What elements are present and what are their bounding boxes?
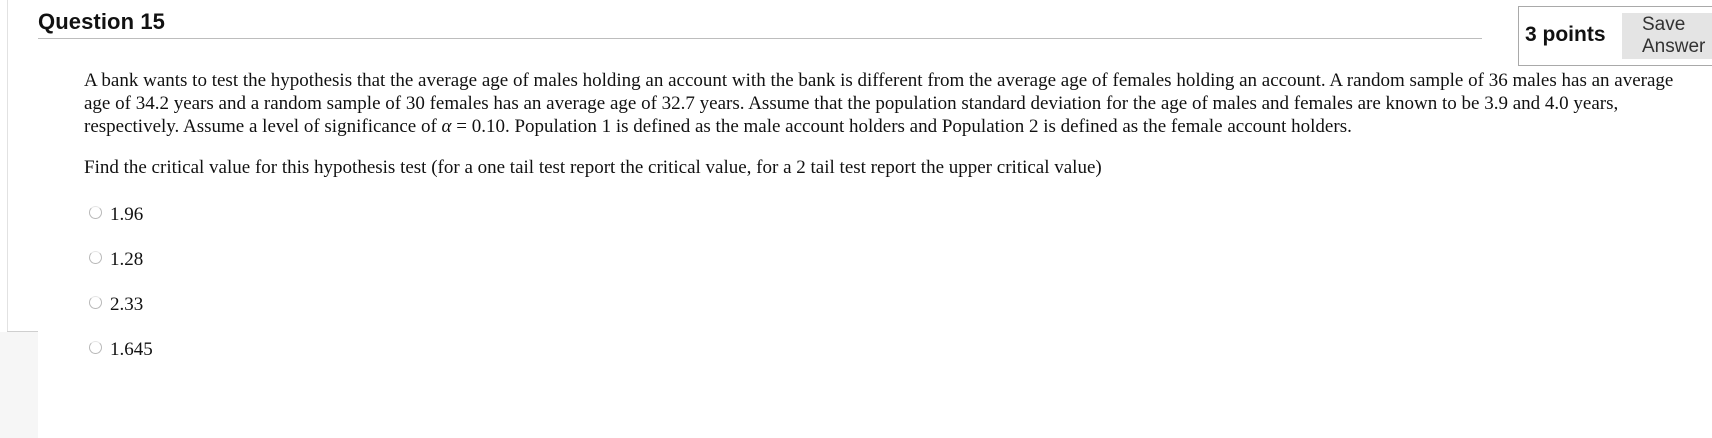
option-label: 2.33	[110, 294, 144, 315]
left-gutter	[0, 332, 38, 438]
save-answer-button[interactable]: Save Answer	[1622, 13, 1712, 59]
answer-option[interactable]	[84, 292, 284, 318]
left-frame-border	[7, 0, 8, 332]
option-label: 1.28	[110, 249, 144, 270]
answer-option[interactable]	[84, 247, 284, 273]
question-body	[84, 69, 1704, 360]
radio-button[interactable]	[89, 251, 102, 264]
stem-text-2: = 0.10. Population 1 is defined as the male account holders and Population 2 is defined as the female account holders.	[451, 116, 1352, 137]
radio-button[interactable]	[89, 341, 102, 354]
radio-button[interactable]	[89, 296, 102, 309]
option-label: 1.645	[110, 339, 153, 360]
stem-text-1: A bank wants to test the hypothesis that the average age of males holding an account with the bank is different from the average age of females holding an account. A random sample of 36 males has an average age of 34.2 years and a random sample of 30 females has an average age of 32.7 years. Assume that the population standard deviation for the age of males and females are known to be 3.9 and 4.0 years, respectively. Assume a level of significance of	[84, 70, 1674, 137]
header-divider	[38, 38, 1482, 39]
radio-button[interactable]	[89, 206, 102, 219]
answer-option[interactable]	[84, 337, 284, 363]
question-stem	[84, 69, 1696, 138]
answer-option[interactable]	[84, 202, 284, 228]
alpha-symbol: α	[441, 116, 452, 137]
option-label: 1.96	[110, 204, 144, 225]
question-header	[38, 0, 1712, 57]
question-prompt: Find the critical value for this hypothesis test (for a one tail test report the critical value, for a 2 tail test report the upper critical value)	[84, 157, 1102, 178]
points-label: 3 points	[1525, 23, 1606, 46]
score-box	[1518, 6, 1712, 66]
question-title: Question 15	[38, 9, 166, 34]
